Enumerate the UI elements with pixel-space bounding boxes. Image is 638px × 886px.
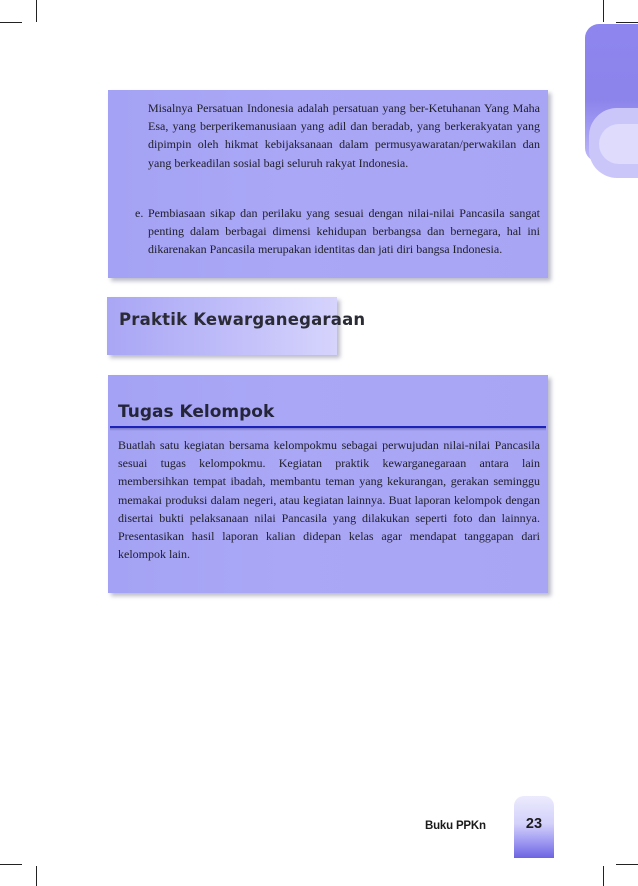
crop-mark-top-right-h: [616, 22, 638, 23]
title-underline-shadow: [110, 428, 546, 431]
crop-mark-top-right-v: [603, 0, 604, 22]
side-tab-curl-inner: [599, 124, 638, 164]
crop-mark-top-left-h: [0, 22, 22, 23]
book-label: Buku PPKn: [425, 820, 486, 832]
crop-mark-bottom-right-h: [616, 864, 638, 865]
section-title: Praktik Kewarganegaraan: [119, 310, 366, 329]
page-number: 23: [525, 816, 543, 832]
crop-mark-top-left-v: [36, 0, 37, 22]
list-marker-e: e.: [135, 206, 144, 220]
crop-mark-bottom-left-h: [0, 864, 22, 865]
crop-mark-bottom-left-v: [36, 866, 37, 886]
task-title: Tugas Kelompok: [118, 402, 275, 422]
crop-mark-bottom-right-v: [603, 866, 604, 886]
list-item-e-text: Pembiasaan sikap dan perilaku yang sesuai dengan nilai-nilai Pancasila sangat penting dalam berbagai dimensi kehidupan berbangsa dan bernegara, hal ini dikarenakan Pancasila merupakan identitas dan jati diri bangsa Indonesia.: [148, 206, 540, 257]
continuation-paragraph: Misalnya Persatuan Indonesia adalah persatuan yang ber-Ketuhanan Yang Maha Esa, yang berperikemanusiaan yang adil dan beradab, yang berkerakyatan yang dipimpin oleh hikmat kebijaksanaan dalam permusyawaratan/perwakilan dan yang berkeadilan sosial bagi seluruh rakyat Indonesia.: [148, 101, 540, 170]
chapter-side-tab: [585, 24, 638, 162]
task-body-paragraph: Buatlah satu kegiatan bersama kelompokmu sebagai perwujudan nilai-nilai Pancasila sesuai tugas kelompokmu. Kegiatan praktik kewarganegaraan antara lain membersihkan tempat ibadah, membantu teman yang kekurangan, gerakan seminggu memakai produksi dalam negeri, atau kegiatan lainnya. Buat laporan kelompok dengan disertai bukti pelaksanaan nilai Pancasila yang dilakukan seperti foto dan lainnya. Presentasikan hasil laporan kalian didepan kelas agar mendapat tanggapan dari kelompok lain.: [118, 438, 540, 562]
